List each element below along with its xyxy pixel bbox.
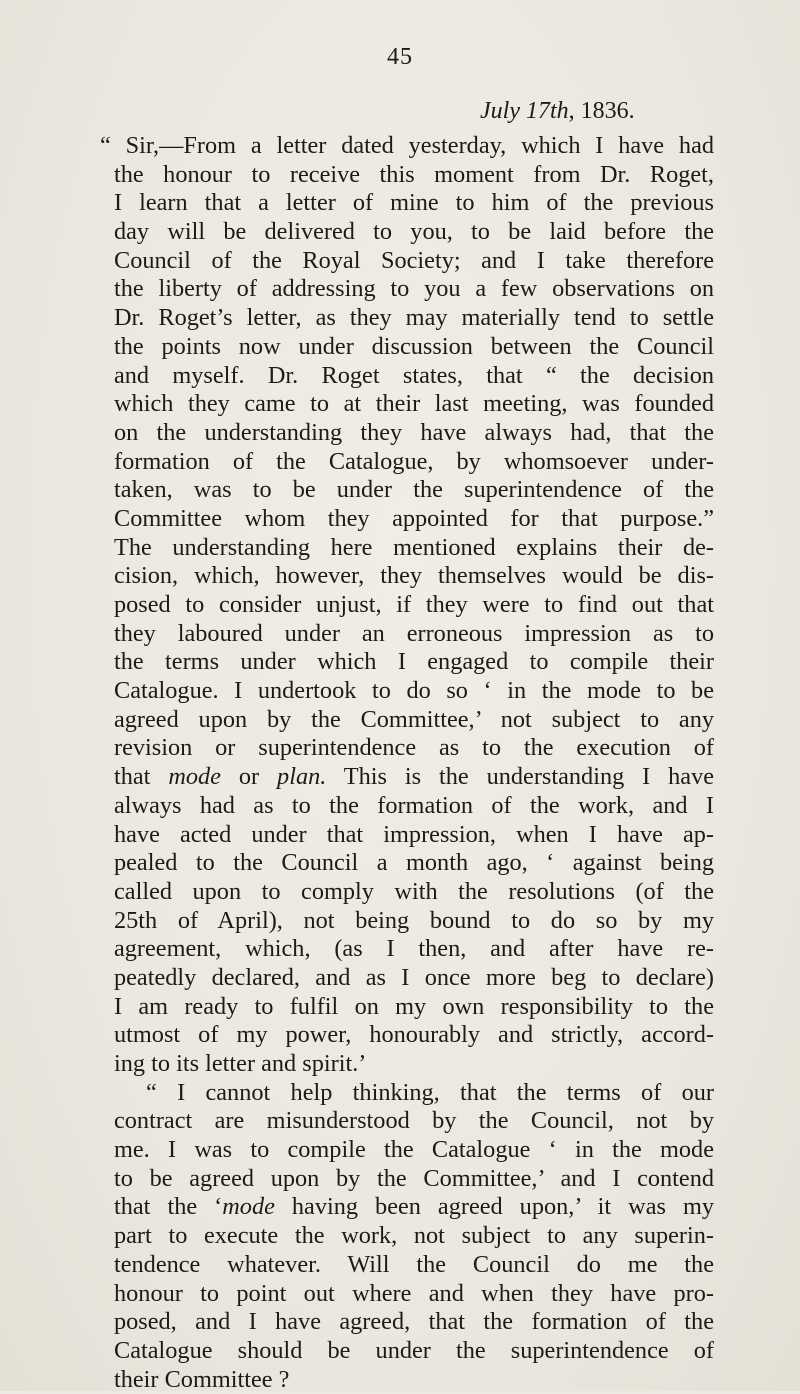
text-line: taken, was to be under the superintendence of the	[114, 476, 714, 504]
letter-body	[100, 132, 715, 1394]
text-line: honour to point out where and when they have pro-	[114, 1279, 714, 1307]
text-line: Committee whom they appointed for that purpose.”	[114, 504, 714, 532]
text-line: the terms under which I engaged to compile their	[114, 648, 714, 676]
text-line: tendence whatever. Will the Council do me the	[114, 1250, 714, 1278]
italic-text: mode	[168, 763, 221, 791]
page-number: 45	[387, 44, 413, 70]
text-line: 25th of April), not being bound to do so by my	[114, 906, 714, 934]
text-line: peatedly declared, and as I once more beg to declare)	[114, 963, 714, 991]
text-line: me. I was to compile the Catalogue ‘ in the mode	[114, 1136, 714, 1164]
text-line: agreed upon by the Committee,’ not subject to any	[114, 705, 714, 733]
text-run: that the ‘	[114, 1193, 223, 1221]
text-line	[114, 1193, 714, 1222]
dateline-month: July	[480, 98, 520, 124]
italic-text: mode	[222, 1193, 275, 1221]
text-line: the points now under discussion between the Council	[114, 332, 714, 360]
letter-dateline: July 17th, 1836.	[480, 98, 635, 124]
text-line: posed to consider unjust, if they were to find out that	[114, 591, 714, 618]
text-run: or	[238, 763, 260, 791]
dateline-year: 1836.	[580, 98, 635, 124]
text-run: that	[114, 763, 151, 791]
text-line: which they came to at their last meeting, was founded	[114, 390, 714, 418]
text-line: their Committee ?	[114, 1365, 290, 1393]
text-line: the honour to receive this moment from Dr. Roget,	[114, 160, 714, 188]
text-run: having been agreed upon,’ it was my	[291, 1193, 715, 1221]
dateline-day: 17th	[525, 98, 569, 124]
text-line: “ Sir,—From a letter dated yesterday, which I have had	[100, 132, 714, 159]
text-line	[114, 763, 714, 792]
text-line: I learn that a letter of mine to him of the previous	[114, 189, 714, 217]
text-line: revision or superintendence as to the execution of	[114, 734, 714, 762]
text-line: “ I cannot help thinking, that the terms of our	[146, 1078, 714, 1106]
text-line: called upon to comply with the resolutions (of the	[114, 877, 714, 905]
text-line: I am ready to fulfil on my own responsibility to the	[114, 992, 714, 1020]
text-line: the liberty of addressing to you a few observations on	[114, 275, 714, 303]
text-line: pealed to the Council a month ago, ‘ against being	[114, 849, 714, 877]
text-line: part to execute the work, not subject to any superin-	[114, 1222, 714, 1250]
text-line: The understanding here mentioned explains their de-	[114, 533, 714, 561]
text-line: Catalogue should be under the superintendence of	[114, 1336, 714, 1364]
text-line: utmost of my power, honourably and strictly, accord-	[114, 1021, 714, 1049]
text-run: This is the understanding I have	[343, 763, 714, 791]
text-line: have acted under that impression, when I have ap-	[114, 820, 714, 848]
italic-text: plan.	[277, 763, 327, 791]
text-line: they laboured under an erroneous impression as to	[114, 619, 714, 647]
text-line: Dr. Roget’s letter, as they may materially tend to settle	[114, 304, 714, 332]
text-line: cision, which, however, they themselves would be dis-	[114, 562, 714, 590]
text-line: always had as to the formation of the work, and I	[114, 791, 714, 819]
text-line: Catalogue. I undertook to do so ‘ in the mode to be	[114, 677, 714, 705]
text-line: on the understanding they have always had, that the	[114, 418, 714, 446]
text-line: Council of the Royal Society; and I take therefore	[114, 246, 714, 274]
text-line: posed, and I have agreed, that the formation of the	[114, 1308, 714, 1336]
text-line: to be agreed upon by the Committee,’ and I contend	[114, 1164, 714, 1192]
text-line: and myself. Dr. Roget states, that “ the decision	[114, 361, 714, 389]
text-line: contract are misunderstood by the Council, not by	[114, 1107, 714, 1135]
text-line: formation of the Catalogue, by whomsoever under-	[114, 447, 714, 475]
text-line: ing to its letter and spirit.’	[114, 1050, 367, 1077]
text-line: agreement, which, (as I then, and after have re-	[114, 935, 714, 963]
text-line: day will be delivered to you, to be laid before the	[114, 218, 714, 246]
